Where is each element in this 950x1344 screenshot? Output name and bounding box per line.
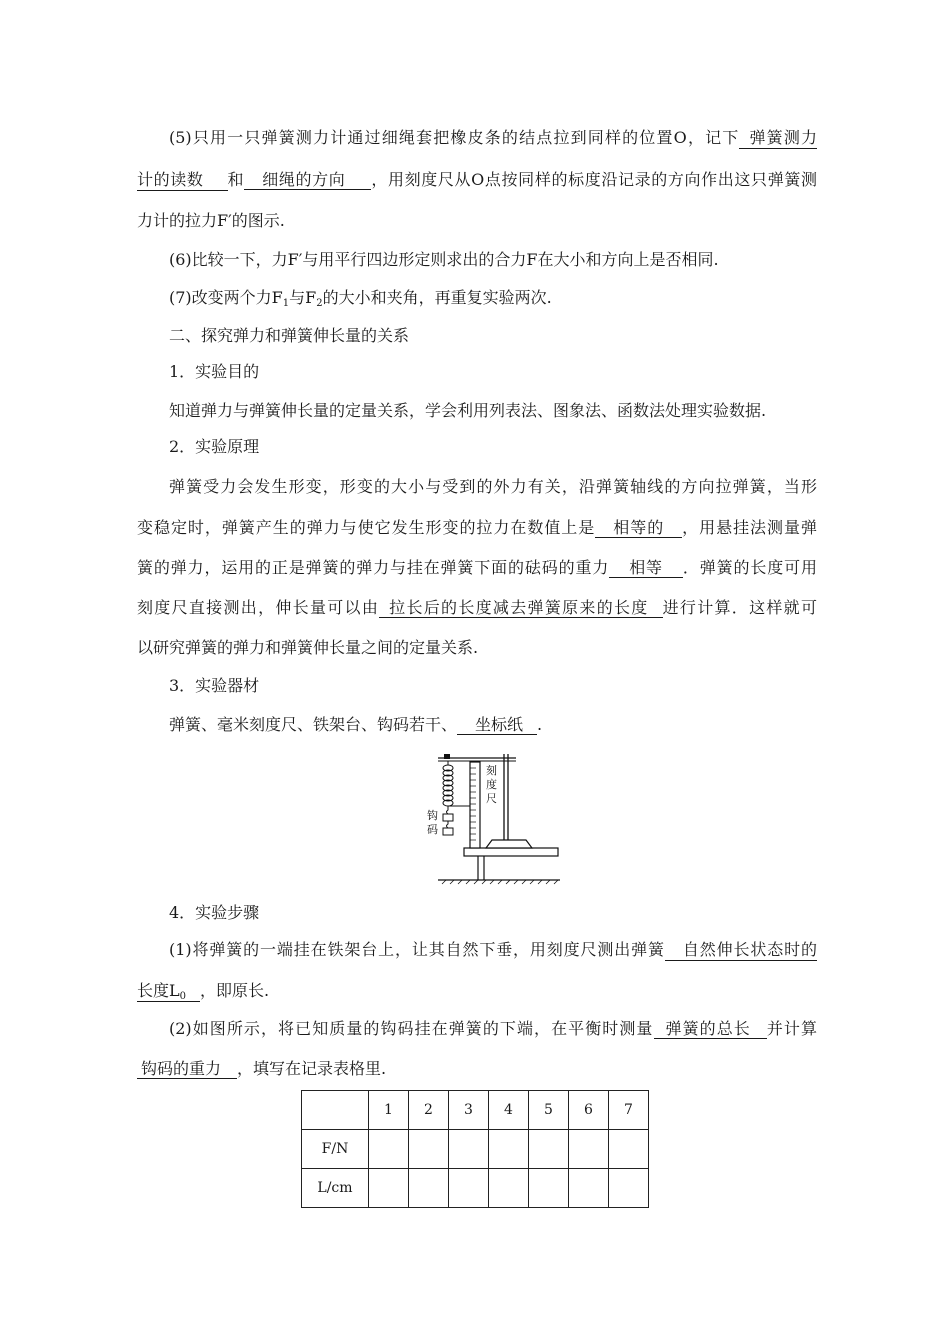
step5-text: ，用刻度尺从O点按同样的标度沿记录的方向作出这只弹簧测 [371, 170, 817, 189]
table-cell [369, 1130, 409, 1169]
steps-line1 [169, 940, 817, 960]
table-cell [449, 1169, 489, 1208]
step5-line2 [137, 170, 817, 190]
equipment-line [169, 715, 817, 735]
table-corner-cell [302, 1091, 369, 1130]
principle-line1: 弹簧受力会发生形变，形变的大小与受到的外力有关，沿弹簧轴线的方向拉弹簧，当形 [169, 477, 817, 496]
steps-line3 [169, 1019, 817, 1039]
step5-line1 [169, 128, 817, 148]
answer-blank: 相等的 [595, 518, 682, 538]
step7-text: 的大小和夹角，再重复实验两次. [322, 288, 552, 307]
table-header-cell: 3 [449, 1091, 489, 1130]
table-row [302, 1130, 649, 1169]
answer-text: 长度L [137, 981, 180, 1000]
answer-blank [137, 981, 200, 1002]
step7-text: (7)改变两个力F [169, 288, 283, 307]
ruler-label: 度 [486, 778, 497, 791]
steps-line4 [137, 1059, 817, 1079]
step5-line3: 力计的拉力F′的图示. [137, 211, 285, 230]
subscript: 1 [282, 298, 290, 309]
table-cell [529, 1169, 569, 1208]
steps-text: (2)如图所示，将已知质量的钩码挂在弹簧的下端，在平衡时测量 [169, 1019, 654, 1038]
equipment-text: 弹簧、毫米刻度尺、铁架台、钩码若干、 [169, 715, 458, 734]
table-row-label: L/cm [302, 1169, 369, 1208]
ruler-label: 刻 [486, 764, 497, 777]
subscript: 0 [179, 991, 187, 1002]
steps-text: ，填写在记录表格里. [237, 1059, 387, 1078]
table-header-cell: 7 [609, 1091, 649, 1130]
principle-text: 刻度尺直接测出，伸长量可以由 [137, 598, 380, 617]
steps-heading: 4．实验步骤 [169, 903, 260, 922]
table-header-row [302, 1091, 649, 1130]
principle-text: 变稳定时，弹簧产生的弹力与使它发生形变的拉力在数值上是 [137, 518, 596, 537]
ruler [470, 762, 480, 848]
answer-blank: 弹簧的总长 [654, 1019, 767, 1039]
hook-label: 码 [427, 823, 438, 836]
answer-blank: 拉长后的长度减去弹簧原来的长度 [379, 598, 662, 618]
step5-and: 和 [227, 170, 245, 189]
stand-base [486, 840, 532, 848]
answer-blank: 计的读数 [137, 170, 228, 191]
answer-blank: 细绳的方向 [244, 170, 371, 190]
table-header-cell: 4 [489, 1091, 529, 1130]
answer-blank: 弹簧测力 [739, 128, 817, 149]
step7-line [169, 288, 817, 314]
spring-apparatus-figure [427, 752, 562, 884]
steps-text: 并计算 [766, 1019, 817, 1038]
table-cell [569, 1130, 609, 1169]
weight [443, 828, 453, 835]
table-row [302, 1169, 649, 1208]
answer-blank: 相等 [609, 558, 683, 578]
answer-blank: 坐标纸 [457, 715, 537, 735]
principle-text: ，用悬挂法测量弹 [682, 518, 817, 537]
purpose-text: 知道弹力与弹簧伸长量的定量关系，学会利用列表法、图象法、函数法处理实验数据. [169, 401, 767, 420]
clamp [444, 754, 450, 759]
principle-text: 进行计算．这样就可 [662, 598, 817, 617]
table-cell [449, 1130, 489, 1169]
table-cell [409, 1169, 449, 1208]
equipment-heading: 3．实验器材 [169, 676, 260, 695]
table-cell [569, 1169, 609, 1208]
ruler-label: 尺 [486, 792, 497, 805]
steps-text: ，即原长. [200, 981, 270, 1000]
table-cell [529, 1130, 569, 1169]
equipment-text: . [537, 715, 543, 734]
step5-text: (5)只用一只弹簧测力计通过细绳套把橡皮条的结点拉到同样的位置O，记下 [169, 128, 740, 147]
step7-text: 与F [289, 288, 317, 307]
table-top [464, 848, 558, 856]
principle-line3 [137, 558, 817, 578]
table-row-label: F/N [302, 1130, 369, 1169]
principle-line5: 以研究弹簧的弹力和弹簧伸长量之间的定量关系. [137, 638, 479, 657]
table-cell [369, 1169, 409, 1208]
table-cell [489, 1130, 529, 1169]
principle-text: 簧的弹力，运用的正是弹簧的弹力与挂在弹簧下面的砝码的重力 [137, 558, 610, 577]
principle-line4 [137, 598, 817, 618]
answer-blank: 自然伸长状态时的 [665, 940, 817, 961]
weight [443, 814, 453, 821]
table-cell [609, 1169, 649, 1208]
principle-line2 [137, 518, 817, 538]
steps-line2 [137, 981, 817, 1007]
table-header-cell: 2 [409, 1091, 449, 1130]
record-table [301, 1090, 649, 1208]
table-cell [609, 1130, 649, 1169]
spring-coils [443, 765, 453, 806]
section2-title: 二、探究弹力和弹簧伸长量的关系 [169, 326, 410, 345]
table-header-cell: 1 [369, 1091, 409, 1130]
table-header-cell: 5 [529, 1091, 569, 1130]
subscript: 2 [316, 298, 323, 309]
hook [447, 821, 449, 828]
table-cell [409, 1130, 449, 1169]
answer-blank: 钩码的重力 [137, 1059, 237, 1079]
principle-text: ．弹簧的长度可用 [682, 558, 817, 577]
hook [447, 806, 449, 814]
table-header-cell: 6 [569, 1091, 609, 1130]
purpose-heading: 1．实验目的 [169, 362, 260, 381]
hook-label: 钩 [427, 809, 438, 822]
principle-heading: 2．实验原理 [169, 437, 260, 456]
table-cell [489, 1169, 529, 1208]
steps-text: (1)将弹簧的一端挂在铁架台上，让其自然下垂，用刻度尺测出弹簧 [169, 940, 665, 959]
step6-line: (6)比较一下，力F′与用平行四边形定则求出的合力F在大小和方向上是否相同. [169, 250, 719, 269]
